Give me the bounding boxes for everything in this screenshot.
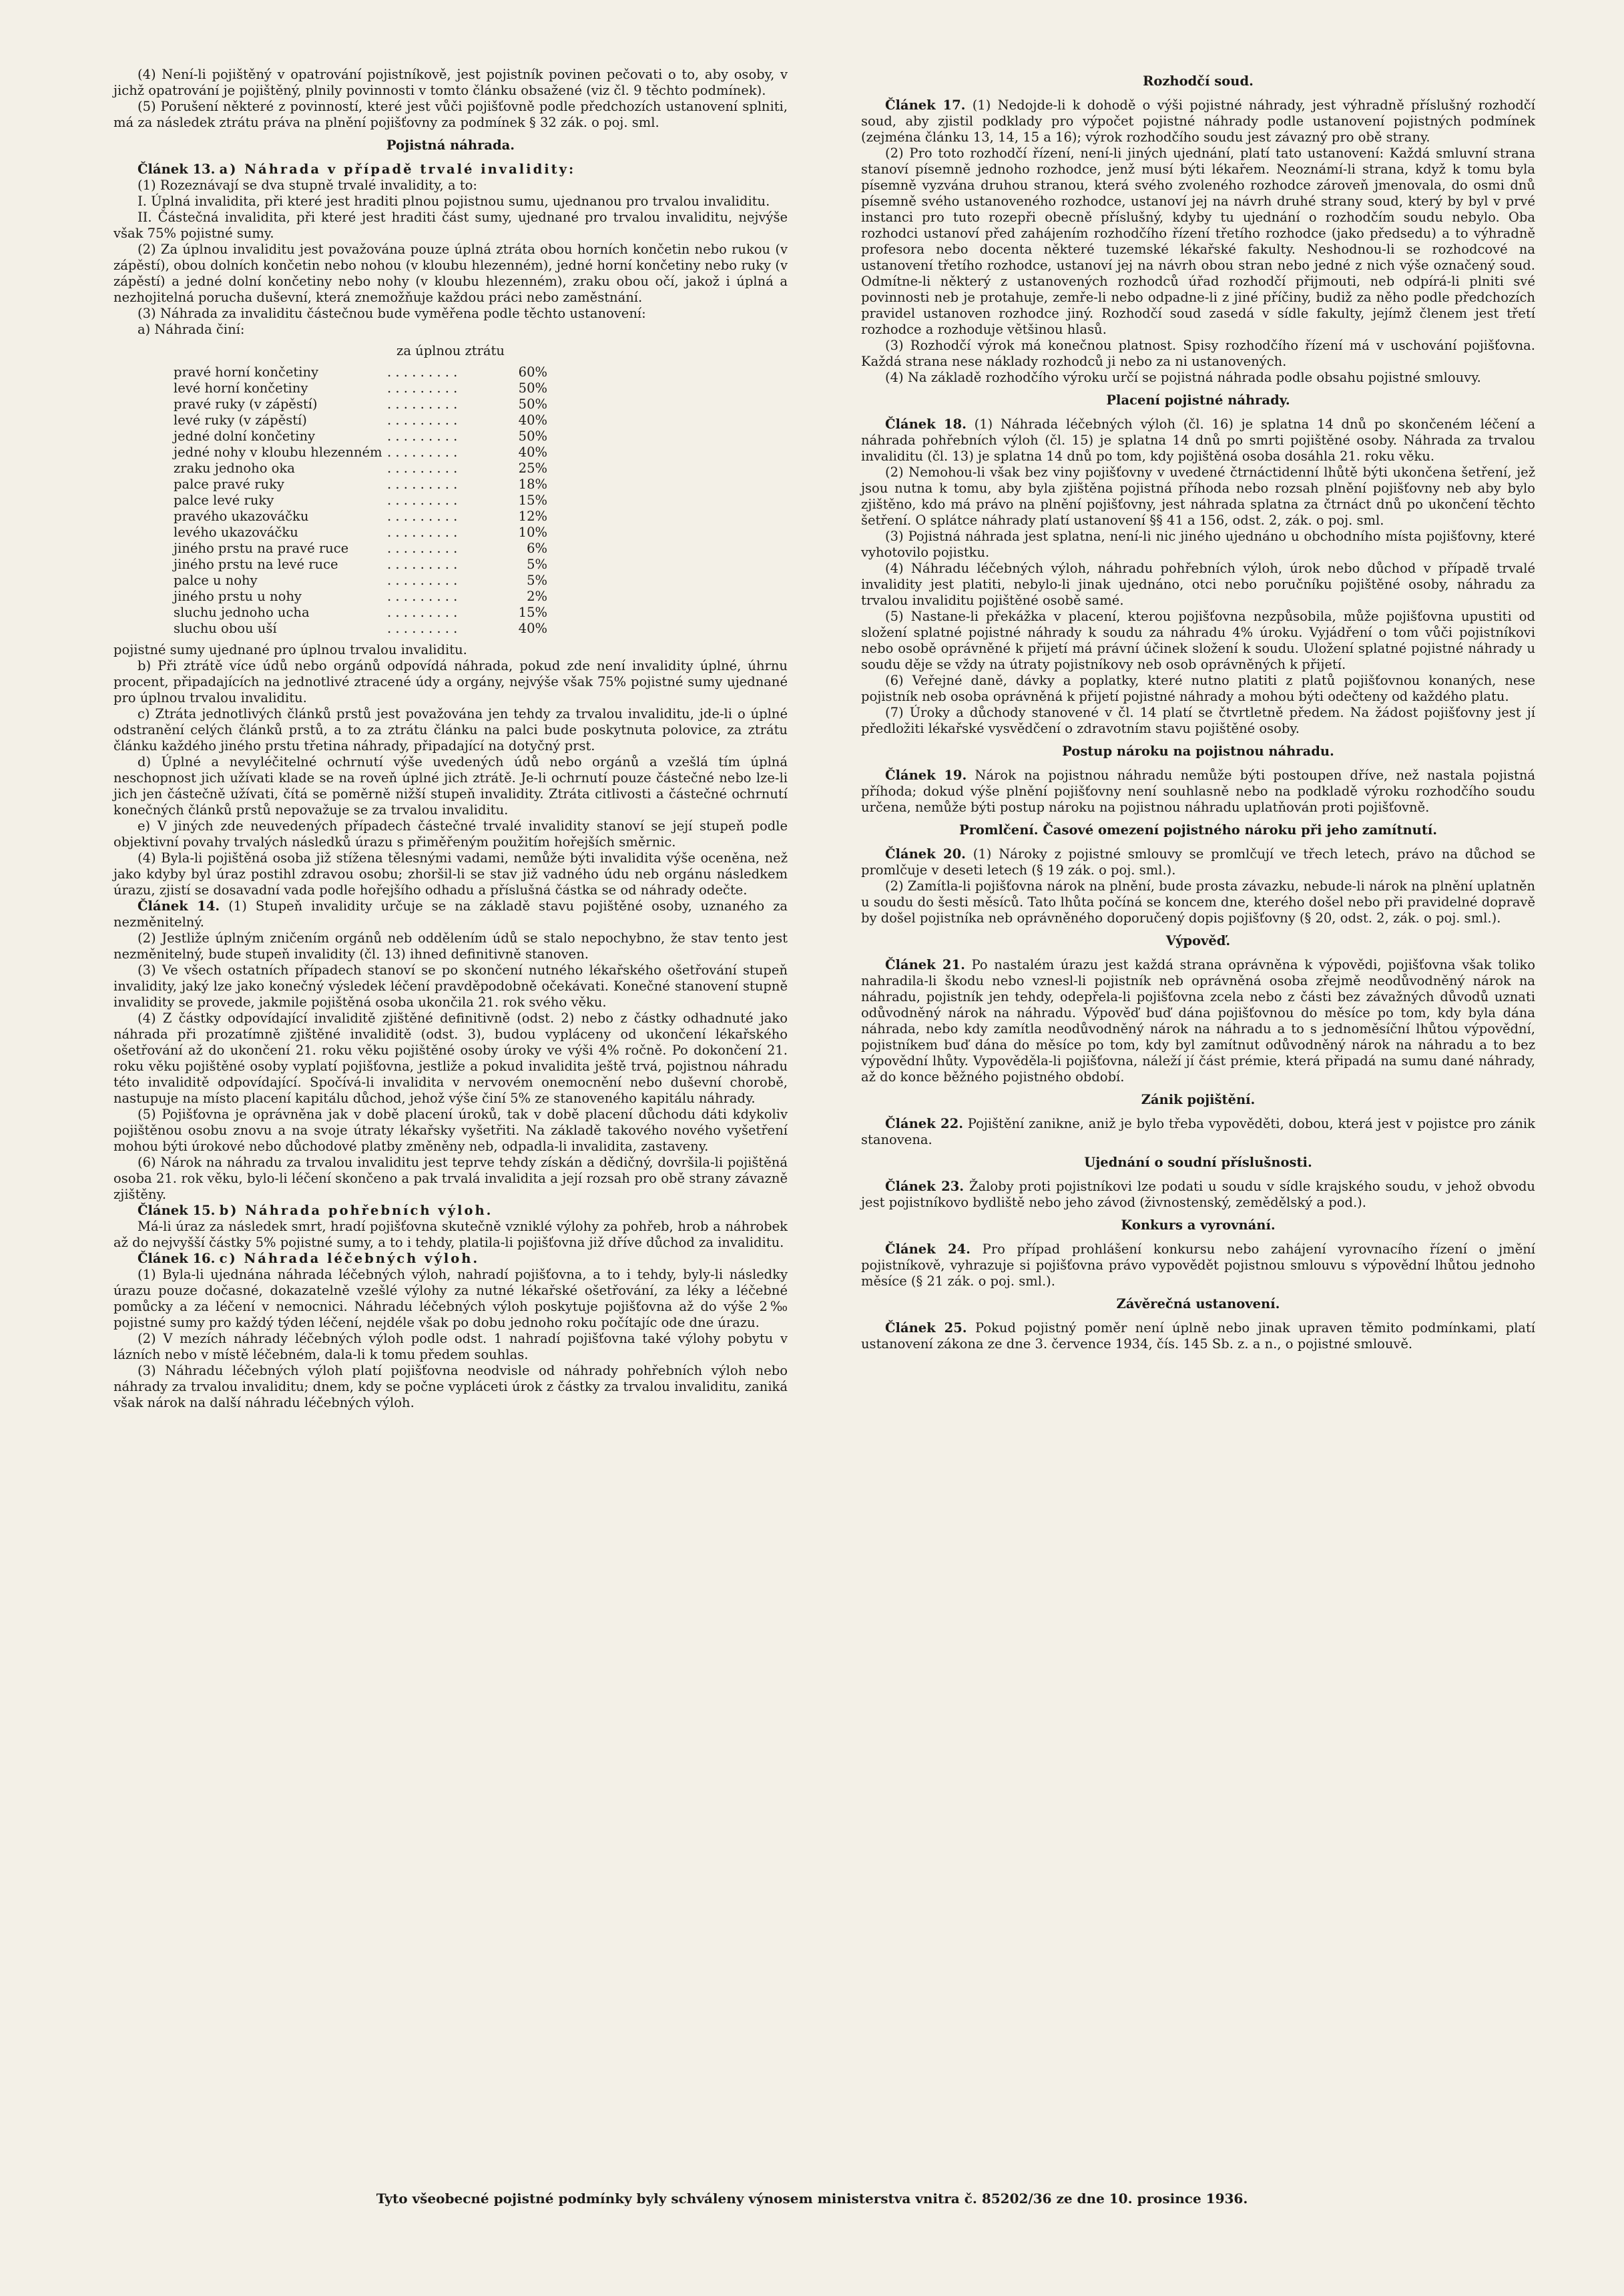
rate-value: 10%	[518, 525, 547, 540]
rate-label: jedné nohy v kloubu hlezenném	[174, 445, 382, 460]
article-number: Článek 16.	[138, 1251, 216, 1266]
paragraph: (1) Rozeznávají se dva stupně trvalé invalidity, a to:	[138, 178, 477, 193]
paragraph: (4) Z částky odpovídající invaliditě zjištěné definitivně (odst. 2) nebo z částky odhadnuté jako náhrada při prozatímně zjištěné invaliditě (odst. 3), budou vypláceny od ukončení lékařského ošetřování až do ukončení 21. roku věku pojištěné osoby úroky ve výši 4% ročně. Po dokončení 21. roku věku pojištěné osoby vyplatí pojišťovna, jestliže a pokud invalidita ještě trvá, pojistnou náhradu této invaliditě odpovídající. Spočívá-li invalidita v nervovém onemocnění nebo duševní chorobě, nastupuje na místo placení kapitálu důchod, jehož výše činí 5% ze stanoveného kapitálu náhrady.	[113, 1011, 788, 1106]
article-number: Článek 22.	[885, 1116, 963, 1131]
paragraph-text: Pojištění zanikne, aniž je bylo třeba vypověděti, dobou, která jest v pojistce pro zánik stanovena.	[861, 1116, 1535, 1147]
paragraph: (4) Není-li pojištěný v opatrování pojistníkově, jest pojistník povinen pečovati o to, aby osoby, v jichž opatrování je pojištěný, plnily povinnosti v tomto článku obsažené (viz čl. 9 těchto podmínek).	[113, 67, 788, 98]
leader-dots: . . . . . . . . .	[387, 589, 458, 604]
table-caption: za úplnou ztrátu	[396, 343, 505, 358]
leader-dots: . . . . . . . . .	[387, 493, 458, 508]
paragraph-text: (1) Nedojde-li k dohodě o výši pojistné náhrady, jest výhradně příslušný rozhodčí soud, aby zjistil podklady pro výpočet pojistné náhrady podle ustanovení pojistných podmínek (zejména článku 13, 14, 15 a 16); výrok rozhodčího soudu jest závazný pro obě strany.	[861, 97, 1535, 145]
rate-value: 25%	[518, 461, 547, 476]
section-heading-soudni-prislusnost: Ujednání o soudní příslušnosti.	[1084, 1155, 1312, 1170]
paragraph: b) Při ztrátě více údů nebo orgánů odpovídá náhrada, pokud zde není invalidity úplné, úhrnu procent, připadajících na jednotlivé ztracené údy a orgány, nejvýše však 75% pojistné sumy ujednané pro úplnou trvalou invaliditu.	[113, 658, 788, 705]
rate-label: sluchu jednoho ucha	[174, 605, 310, 620]
paragraph-text: (1) Stupeň invalidity určuje se na základě stavu pojištěné osoby, uznaného za nezměnitelný.	[113, 898, 788, 930]
rate-value: 2%	[527, 589, 547, 604]
rate-label: jiného prstu na levé ruce	[174, 557, 338, 572]
article-title: a) Náhrada v případě trvalé invalidity:	[219, 162, 576, 177]
rate-label: pravé horní končetiny	[174, 364, 319, 380]
paragraph: (1) Byla-li ujednána náhrada léčebných výloh, nahradí pojišťovna, a to i tehdy, byly-li následky úrazu pouze dočasné, dokazatelně vzešlé výlohy za nutné lékařské ošetřování, za léky a léčebné pomůcky a za léčení v nemocnici. Náhradu léčebných výloh poskytuje pojišťovna až do výše 2‰ pojistné sumy pro každý týden léčení, nejdéle však po dobu jednoho roku počítajíc ode dne úrazu.	[113, 1267, 788, 1330]
rate-value: 15%	[518, 605, 547, 620]
rate-row	[174, 557, 547, 573]
rate-value: 40%	[518, 445, 547, 460]
paragraph-text: Pokud pojistný poměr není úplně nebo jinak upraven těmito podmínkami, platí ustanovení zákona ze dne 3. července 1934, čís. 145 Sb. z. a n., o pojistné smlouvě.	[861, 1320, 1535, 1352]
paragraph: (3) Náhradu léčebných výloh platí pojišťovna neodvisle od náhrady pohřebních výloh nebo náhrady za trvalou invaliditu; dnem, kdy se počne vypláceti úrok z částky za trvalou invaliditu, zaniká však nárok na další náhradu léčebných výloh.	[113, 1363, 788, 1410]
rate-label: jedné dolní končetiny	[174, 428, 316, 444]
rate-value: 50%	[518, 428, 547, 444]
paragraph: (5) Porušení některé z povinností, které jest vůči pojišťovně podle předchozích ustanovení splniti, má za následek ztrátu práva na plnění pojišťovny za podmínek § 32 zák. o poj. sml.	[113, 99, 788, 130]
rate-label: palce u nohy	[174, 573, 258, 588]
leader-dots: . . . . . . . . .	[387, 525, 458, 540]
paragraph-text: Po nastalém úrazu jest každá strana oprávněna k výpovědi, pojišťovna však toliko nahradila-li škodu nebo vznesl-li pojistník neb oprávněná osoba zřejmě neodůvodněný nárok na náhradu, pojistník jen tehdy, odepřela-li pojišťovna zcela nebo z části bez závažných důvodů uznati odůvodněný nárok na náhradu. Výpověď buď dána pojišťovnou do měsíce po tom, kdy byla dána náhrada, nebo kdy zamítla neodůvodněný nárok na náhradu a to s jednoměsíční lhůtou výpovědní, pojistníkem buď dána do měsíce po tom, kdy byl zamítnut odůvodněný nárok na náhradu a to bez výpovědní lhůty. Vypověděla-li pojišťovna, náleží jí část prémie, která připadá na sumu dané náhrady, až do konce běžného pojistného období.	[861, 957, 1535, 1085]
article-number: Článek 20.	[885, 846, 966, 862]
rate-value: 60%	[518, 364, 547, 380]
paragraph: (2) Jestliže úplným zničením orgánů neb oddělením údů se stalo nepochybno, že stav tento jest nezměnitelný, bude stupeň invalidity (čl. 13) ihned definitivně stanoven.	[113, 930, 788, 962]
paragraph: (4) Náhradu léčebných výloh, náhradu pohřebních výloh, úrok nebo důchod v případě trvalé invalidity jest platiti, nebylo-li jinak ujednáno, otci nebo poručníku pojištěné osoby, náhradu za trvalou invaliditu pojištěné osobě samé.	[861, 561, 1535, 608]
rate-value: 12%	[518, 509, 547, 524]
leader-dots: . . . . . . . . .	[387, 477, 458, 492]
section-heading-postup: Postup nároku na pojistnou náhradu.	[1062, 744, 1334, 759]
left-column	[113, 67, 788, 1411]
rate-row	[174, 573, 547, 589]
article-number: Článek 19.	[885, 768, 967, 783]
rate-row	[174, 428, 547, 445]
article-16-heading	[113, 1251, 788, 1267]
article-number: Článek 23.	[885, 1179, 965, 1194]
paragraph: (2) Pro toto rozhodčí řízení, není-li jiných ujednání, platí tato ustanovení: Každá smluvní strana stanoví písemně jednoho rozhodce, jenž musí býti lékařem. Neoznámí-li strana, když k tomu byla písemně vyzvána druhou stranou, která svého zvoleného rozhodce zároveň jmenovala, do osmi dnů písemně svého ustanoveného rozhodce, ustanoví jej na návrh druhé strany soud, který by byl v prvé instanci pro tuto rozepři obecně příslušný, kdyby tu ujednání o rozhodčím soudu nebylo. Oba rozhodci ustanoví před zahájením rozhodčího řízení třetího rozhodce (jako předsedu) a to výhradně profesora nebo docenta některé tuzemské lékařské fakulty. Neshodnou-li se rozhodcové na ustanovení třetího rozhodce, ustanoví jej na návrh obou stran nebo jedné z nich výše označený soud. Odmítne-li některý z ustanovených rozhodců úřad rozhodčí přijmouti, neb odpírá-li plniti své povinnosti neb je protahuje, zemře-li nebo odpadne-li z jiné příčiny, budiž za něho podle předchozích pravidel ustanoven rozhodce jiný. Rozhodčí soud zasedá v sídle fakulty, jejímž členem jest třetí rozhodce a rozhoduje většinou hlasů.	[861, 146, 1535, 337]
rate-row	[174, 396, 547, 412]
rate-label: pravého ukazováčku	[174, 509, 309, 524]
paragraph: e) V jiných zde neuvedených případech částečné trvalé invalidity stanoví se její stupeň podle objektivní povahy trvalých následků úrazu s přiměřeným použitím hořejších směrnic.	[113, 818, 788, 850]
leader-dots: . . . . . . . . .	[387, 396, 458, 412]
rate-value: 50%	[518, 396, 547, 412]
rate-row	[174, 477, 547, 493]
paragraph: II. Částečná invalidita, při které jest hraditi část sumy, ujednané pro trvalou invaliditu, nejvýše však 75% pojistné sumy.	[113, 210, 788, 241]
paragraph: pojistné sumy ujednané pro úplnou trvalou invaliditu.	[113, 642, 467, 657]
rate-value: 6%	[527, 541, 547, 556]
article-number: Článek 13.	[138, 162, 216, 177]
leader-dots: . . . . . . . . .	[387, 573, 458, 588]
leader-dots: . . . . . . . . .	[387, 380, 458, 396]
paragraph: (3) Pojistná náhrada jest splatna, není-li nic jiného ujednáno u obchodního místa pojišťovny, které vyhotovilo pojistku.	[861, 529, 1535, 560]
article-number: Článek 25.	[885, 1320, 967, 1336]
article-number: Článek 15.	[138, 1203, 216, 1218]
paragraph: (4) Na základě rozhodčího výroku určí se pojistná náhrada podle obsahu pojistné smlouvy.	[885, 370, 1481, 385]
paragraph: I. Úplná invalidita, při které jest hraditi plnou pojistnou sumu, ujednanou pro trvalou invaliditu.	[138, 194, 770, 209]
section-heading-rozhodci-soud: Rozhodčí soud.	[1143, 73, 1254, 89]
section-heading-pojistna-nahrada: Pojistná náhrada.	[386, 137, 515, 153]
rate-row	[174, 380, 547, 396]
article-13-heading	[113, 162, 788, 178]
paragraph: (2) Nemohou-li však bez viny pojišťovny v uvedené čtrnáctidenní lhůtě býti ukončena šetření, jež jsou nutna k tomu, aby byla zjištěna pojistná příhoda nebo rozsah plnění pojišťovny neb aby bylo zjištěno, kdo má právo na plnění pojišťovny, jest náhrada splatna za čtrnáct dnů po ukončení těchto šetření. O splátce náhrady platí ustanovení §§ 41 a 156, odst. 2, zák. o poj. sml.	[861, 465, 1535, 528]
rate-row	[174, 541, 547, 557]
leader-dots: . . . . . . . . .	[387, 445, 458, 460]
rate-label: levé ruky (v zápěstí)	[174, 412, 307, 428]
leader-dots: . . . . . . . . .	[387, 428, 458, 444]
paragraph: c) Ztráta jednotlivých článků prstů jest považována jen tehdy za trvalou invaliditu, jde-li o úplné odstranění celých článků prstů, a to za ztrátu článku na palci bude poskytnuta polovice, za ztrátu článku každého jiného prstu třetina náhrady, připadající na dotyčný prst.	[113, 706, 788, 754]
leader-dots: . . . . . . . . .	[387, 461, 458, 476]
rate-label: sluchu obou uší	[174, 621, 277, 636]
section-heading-zaverecna: Závěrečná ustanovení.	[1116, 1296, 1280, 1312]
article-23	[861, 1179, 1535, 1211]
rate-row	[174, 364, 547, 380]
rate-value: 5%	[527, 573, 547, 588]
section-heading-placeni: Placení pojistné náhrady.	[1106, 392, 1290, 408]
rate-row	[174, 445, 547, 461]
rate-row	[174, 621, 547, 637]
leader-dots: . . . . . . . . .	[387, 541, 458, 556]
right-column	[861, 67, 1535, 1352]
article-number: Článek 14.	[138, 898, 220, 914]
rate-label: palce pravé ruky	[174, 477, 284, 492]
paragraph: (2) Za úplnou invaliditu jest považována pouze úplná ztráta obou horních končetin nebo rukou (v zápěstí), obou dolních končetin nebo nohou (v kloubu hlezenném), jedné horní končetiny nebo ruky (v zápěstí) a jedné dolní končetiny nebo nohy (v kloubu hlezenném), zraku obou očí, jakož i úplná a nezhojitelná porucha duševní, která znemožňuje každou práci nebo zaměstnání.	[113, 242, 788, 305]
paragraph: (5) Nastane-li překážka v placení, kterou pojišťovna nezpůsobila, může pojišťovna upustiti od složení splatné pojistné náhrady k soudu za náhradu 4% úroku. Vyjádření o tom vůči pojistníkovi nebo osobě oprávněné k přijetí má právní účinek složení k soudu. Uložení splatné pojistné náhrady u soudu děje se vždy na útraty pojistníkovy neb osob oprávněných k přijetí.	[861, 609, 1535, 672]
leader-dots: . . . . . . . . .	[387, 364, 458, 380]
article-24	[861, 1241, 1535, 1289]
rate-label: palce levé ruky	[174, 493, 274, 508]
paragraph-text: (1) Náhrada léčebných výloh (čl. 16) je splatna 14 dnů po skončeném léčení a náhrada pohřebních výloh (čl. 15) je splatna 14 dnů po smrti pojištěné osoby. Náhrada za trvalou invaliditu (čl. 13) je splatna 14 dnů po tom, kdy pojištěná osoba dosáhla 21. roku věku.	[861, 416, 1535, 464]
paragraph: (6) Nárok na náhradu za trvalou invaliditu jest teprve tehdy získán a dědičný, dovršila-li pojištěná osoba 21. rok věku, bylo-li léčení skončeno a pak trvalá invalidita a její rozsah pro obě strany závazně zjištěny.	[113, 1155, 788, 1202]
paragraph: a) Náhrada činí:	[138, 322, 245, 337]
article-25	[861, 1320, 1535, 1352]
rate-label: jiného prstu na pravé ruce	[174, 541, 349, 556]
invalidity-rates-table	[174, 364, 547, 637]
section-heading-promlceni: Promlčení. Časové omezení pojistného nároku při jeho zamítnutí.	[959, 822, 1438, 838]
paragraph: (3) Rozhodčí výrok má konečnou platnost. Spisy rozhodčího řízení má v uschování pojišťovna. Každá strana nese náklady rozhodců ji nebo za ni ustanovených.	[861, 338, 1535, 369]
rate-label: levé horní končetiny	[174, 380, 308, 396]
rate-label: zraku jednoho oka	[174, 461, 295, 476]
rate-row	[174, 605, 547, 621]
article-number: Článek 21.	[885, 957, 965, 972]
rate-value: 40%	[518, 412, 547, 428]
article-title: c) Náhrada léčebných výloh.	[219, 1251, 480, 1266]
paragraph: (2) V mezích náhrady léčebných výloh podle odst. 1 nahradí pojišťovna také výlohy pobytu v lázních nebo v místě léčebném, dala-li k tomu předem souhlas.	[113, 1331, 788, 1362]
article-21	[861, 957, 1535, 1085]
article-18	[861, 416, 1535, 465]
rate-row	[174, 525, 547, 541]
paragraph-text: Pro případ prohlášení konkursu nebo zahájení vyrovnacího řízení o jmění pojistníkově, vyhrazuje si pojišťovna právo vypovědět pojistnou smlouvu s výpovědní lhůtou jednoho měsíce (§ 21 zák. o poj. sml.).	[861, 1241, 1536, 1289]
paragraph: (7) Úroky a důchody stanovené v čl. 14 platí se čtvrtletně předem. Na žádost pojišťovny jest jí předložiti lékařské vysvědčení o zdravotním stavu pojištěné osoby.	[861, 705, 1535, 736]
rate-label: pravé ruky (v zápěstí)	[174, 396, 318, 412]
article-17	[861, 97, 1535, 146]
paragraph: (3) Ve všech ostatních případech stanoví se po skončení nutného lékařského ošetřování stupeň invalidity, jaký lze jako konečný výsledek léčení pravděpodobně očekávati. Konečné stanovení stupně invalidity se provede, jakmile pojištěná osoba ukončila 21. rok svého věku.	[113, 962, 788, 1010]
article-20	[861, 846, 1535, 878]
paragraph: Má-li úraz za následek smrt, hradí pojišťovna skutečně vzniklé výlohy za pohřeb, hrob a náhrobek až do nejvyšší částky 5% pojistné sumy, a to i tehdy, platila-li pojišťovna již dříve důchod za invaliditu.	[113, 1219, 788, 1250]
section-heading-konkurs: Konkurs a vyrovnání.	[1121, 1217, 1276, 1233]
rate-row	[174, 412, 547, 428]
paragraph: (2) Zamítla-li pojišťovna nárok na plnění, bude prosta závazku, nebude-li nárok na plnění uplatněn u soudu do šesti měsíců. Tato lhůta počíná se koncem dne, kterého došel nebo při pravidelné dopravě by došel pojistníka neb oprávněného doporučený dopis pojišťovny (§ 20, odst. 2, zák. o poj. sml.).	[861, 878, 1535, 926]
article-19	[861, 768, 1535, 816]
rate-value: 15%	[518, 493, 547, 508]
rate-label: levého ukazováčku	[174, 525, 298, 540]
rate-value: 18%	[518, 477, 547, 492]
paragraph-text: Žaloby proti pojistníkovi lze podati u soudu v sídle krajského soudu, v jehož obvodu jest pojistníkovo bydliště nebo jeho závod (živnostenský, zemědělský a pod.).	[861, 1179, 1535, 1210]
rate-value: 40%	[518, 621, 547, 636]
article-15-heading	[113, 1203, 788, 1219]
leader-dots: . . . . . . . . .	[387, 605, 458, 620]
paragraph: (4) Byla-li pojištěná osoba již stížena tělesnými vadami, nemůže býti invalidita výše oceněna, než jako kdyby byl úraz postihl zdravou osobu; zhoršil-li se stav již vadného údu neb orgánu následkem úrazu, zjistí se dosavadní vada podle hořejšího odhadu a příslušná částka se od náhrady odečte.	[113, 850, 788, 898]
leader-dots: . . . . . . . . .	[387, 557, 458, 572]
article-14	[113, 898, 788, 930]
leader-dots: . . . . . . . . .	[387, 412, 458, 428]
section-heading-zanik: Zánik pojištění.	[1141, 1092, 1256, 1107]
rate-row	[174, 493, 547, 509]
paragraph: (3) Náhrada za invaliditu částečnou bude vyměřena podle těchto ustanovení:	[138, 306, 646, 321]
leader-dots: . . . . . . . . .	[387, 621, 458, 636]
paragraph-text: (1) Nároky z pojistné smlouvy se promlčují ve třech letech, právo na důchod se promlčuje v deseti letech (§ 19 zák. o poj. sml.).	[861, 846, 1536, 878]
leader-dots: . . . . . . . . .	[387, 509, 458, 524]
section-heading-vypoved: Výpověď.	[1165, 933, 1231, 948]
paragraph: (6) Veřejné daně, dávky a poplatky, které nutno platiti z platů pojišťovnou konaných, nese pojistník neb osoba oprávněná k přijetí pojistné náhrady a mohou býti odečteny od každého platu.	[861, 673, 1535, 704]
rate-value: 50%	[518, 380, 547, 396]
paragraph: d) Úplné a nevyléčitelné ochrnutí výše uvedených údů nebo orgánů a vzešlá tím úplná neschopnost jich užívati klade se na roveň úplné jich ztrátě. Je-li ochrnutí pouze částečné nebo lze-li jich jen částečně užívati, čítá se poměrně nižší stupeň invalidity. Ztráta citlivosti a částečné ochrnutí konečných článků prstů nepovažuje se za trvalou invaliditu.	[113, 754, 788, 818]
article-title: b) Náhrada pohřebních výloh.	[219, 1203, 493, 1218]
rate-row	[174, 461, 547, 477]
article-number: Článek 17.	[885, 97, 966, 113]
article-number: Článek 24.	[885, 1241, 971, 1257]
paragraph-text: Nárok na pojistnou náhradu nemůže býti postoupen dříve, než nastala pojistná příhoda; dokud výše plnění pojišťovny není souhlasně nebo na podkladě výroku rozhodčího soudu určena, nemůže býti postup nároku na pojistnou náhradu uplatňován proti pojišťovně.	[861, 768, 1535, 815]
rate-value: 5%	[527, 557, 547, 572]
paragraph: (5) Pojišťovna je oprávněna jak v době placení úroků, tak v době placení důchodu dáti kdykoliv pojištěnou osobu znovu a na svoje útraty lékařsky vyšetřiti. Na základě takového nového vyšetření mohou býti úrokové nebo důchodové platby změněny neb, odpadla-li invalidita, zastaveny.	[113, 1107, 788, 1154]
rate-label: jiného prstu u nohy	[174, 589, 302, 604]
approval-footer: Tyto všeobecné pojistné podmínky byly schváleny výnosem ministerstva vnitra č. 85202/36 ze dne 10. prosince 1936.	[376, 2191, 1248, 2207]
article-22	[861, 1116, 1535, 1148]
article-number: Článek 18.	[885, 416, 967, 432]
rate-row	[174, 589, 547, 605]
rate-row	[174, 509, 547, 525]
